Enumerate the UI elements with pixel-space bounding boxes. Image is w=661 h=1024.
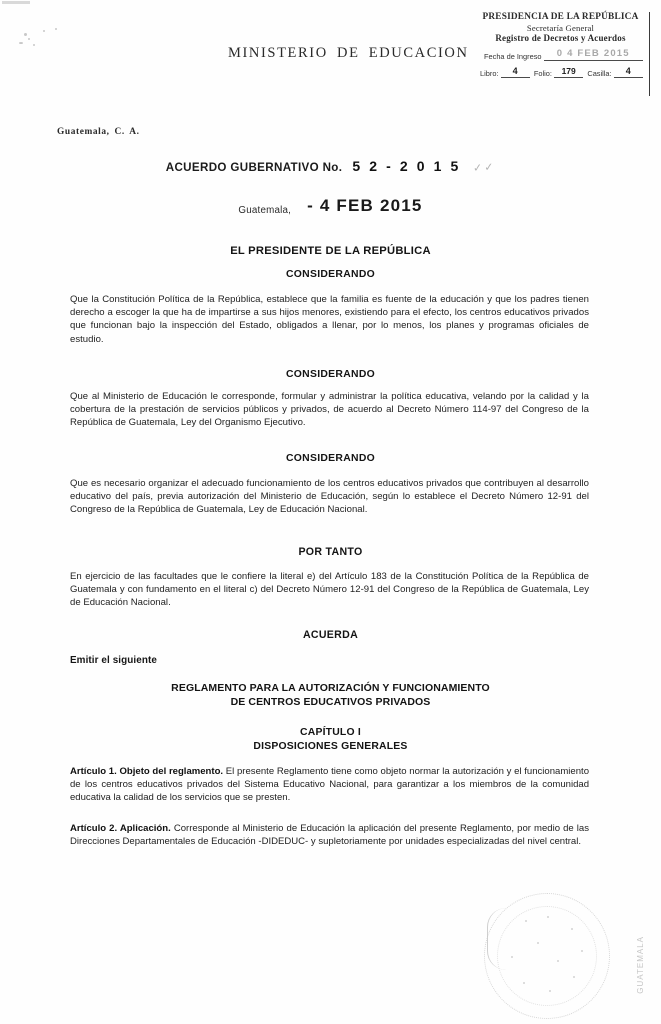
circular-seal-icon	[484, 893, 610, 1019]
por-tanto-heading: POR TANTO	[298, 546, 363, 558]
article-2-body: Corresponde al Ministerio de Educación la aplicación del presente Reglamento, por medio de las Direcciones Departamentales de Educación -DIDEDUC- y supletoriamente por unidades especializadas del nivel central.	[70, 823, 589, 848]
libro-label: Libro:	[480, 69, 499, 78]
considerando-paragraph-2: Que al Ministerio de Educación le corresponde, formular y administrar la política educativa, velando por la calidad y la cobertura de la prestación de servicios públicos y privados, de acuerdo al Decreto Número 114-97 del Congreso de la República de Guatemala, Ley del Organismo Ejecutivo.	[70, 391, 589, 429]
reception-stamp-date-row	[478, 48, 643, 61]
reception-stamp-book-row	[478, 68, 643, 78]
reception-stamp-title: PRESIDENCIA DE LA REPÚBLICA	[482, 12, 639, 22]
agreement-number-line	[0, 158, 661, 176]
country-line: Guatemala, C. A.	[57, 127, 140, 137]
folio-label: Folio:	[533, 69, 552, 78]
capitulo-heading	[0, 726, 661, 753]
agreement-number: 5 2 - 2 0 1 5	[352, 158, 461, 174]
agreement-date-line	[0, 198, 661, 218]
agreement-date-stamp: - 4 FEB 2015	[307, 196, 423, 215]
article-2	[70, 822, 589, 848]
reglamento-title-line-1: REGLAMENTO PARA LA AUTORIZACIÓN Y FUNCIONAMIENTO	[171, 682, 490, 694]
ministry-header: MINISTERIO DE EDUCACION	[228, 45, 469, 61]
casilla-value: 4	[625, 66, 631, 76]
considerando-paragraph-1: Que la Constitución Política de la República, establece que la familia es fuente de la educación y que los padres tienen derecho a escoger la que ha de impartirse a sus hijos menores, existiendo para el efecto, los centros educativos privados que funcionan bajo la inspección del Estado, obligados a llenar, por lo menos, los planes y programas oficiales de estudio.	[70, 294, 589, 345]
article-1-title: Artículo 1. Objeto del reglamento.	[70, 766, 224, 777]
date-fill	[544, 48, 643, 61]
reception-stamp-subtitle: Secretaría General	[526, 23, 595, 33]
vertical-margin-text: GUATEMALA	[636, 936, 645, 994]
acuerda-heading: ACUERDA	[302, 629, 359, 641]
considerando-heading-1: CONSIDERANDO	[285, 269, 376, 280]
date-value: 0 4 FEB 2015	[556, 48, 630, 59]
reception-stamp-registry: Registro de Decretos y Acuerdos	[495, 33, 626, 43]
considerando-heading-2: CONSIDERANDO	[285, 369, 376, 380]
casilla-label: Casilla:	[587, 69, 612, 78]
folio-fill	[554, 68, 583, 78]
circular-seal-arc	[487, 908, 506, 970]
reception-stamp	[478, 12, 650, 96]
agreement-place-label: Guatemala,	[238, 205, 292, 216]
emitir-line: Emitir el siguiente	[70, 655, 157, 666]
considerando-paragraph-3: Que es necesario organizar el adecuado funcionamiento de los centros educativos privados que contribuyen al desarrollo educativo del país, previa autorización del Ministerio de Educación, según lo establece el Decreto Número 12-91 del Congreso de la República de Guatemala, Ley de Educación Nacional.	[70, 478, 589, 516]
capitulo-number: CAPÍTULO I	[300, 727, 361, 738]
considerando-heading-3: CONSIDERANDO	[285, 453, 376, 464]
scan-edge-mark	[2, 1, 30, 4]
handwritten-initials-mark: ✓✓	[472, 161, 496, 175]
libro-fill	[501, 68, 530, 78]
president-heading: EL PRESIDENTE DE LA REPÚBLICA	[230, 245, 431, 257]
article-1	[70, 765, 589, 805]
article-1-body: El presente Reglamento tiene como objeto normar la autorización y el funcionamiento de los centros educativos privados del Sistema Educativo Nacional, para garantizar a los miembros de la comunidad educativa la calidad de los servicios que se presten.	[70, 766, 590, 804]
capitulo-subtitle: DISPOSICIONES GENERALES	[253, 740, 408, 752]
libro-value: 4	[512, 66, 518, 76]
agreement-label: ACUERDO GUBERNATIVO No.	[165, 161, 343, 174]
casilla-fill	[614, 68, 643, 78]
reglamento-title	[0, 682, 661, 709]
reglamento-title-line-2: DE CENTROS EDUCATIVOS PRIVADOS	[230, 695, 431, 708]
date-label: Fecha de Ingreso	[484, 52, 542, 61]
por-tanto-paragraph: En ejercicio de las facultades que le confiere la literal e) del Artículo 183 de la Constitución Política de la República de Guatemala y con fundamento en el literal c) del Decreto Número 12-91 del Congreso de la República de Guatemala, Ley de Educación Nacional.	[70, 571, 589, 609]
article-2-title: Artículo 2. Aplicación.	[70, 823, 171, 834]
folio-value: 179	[561, 66, 576, 76]
